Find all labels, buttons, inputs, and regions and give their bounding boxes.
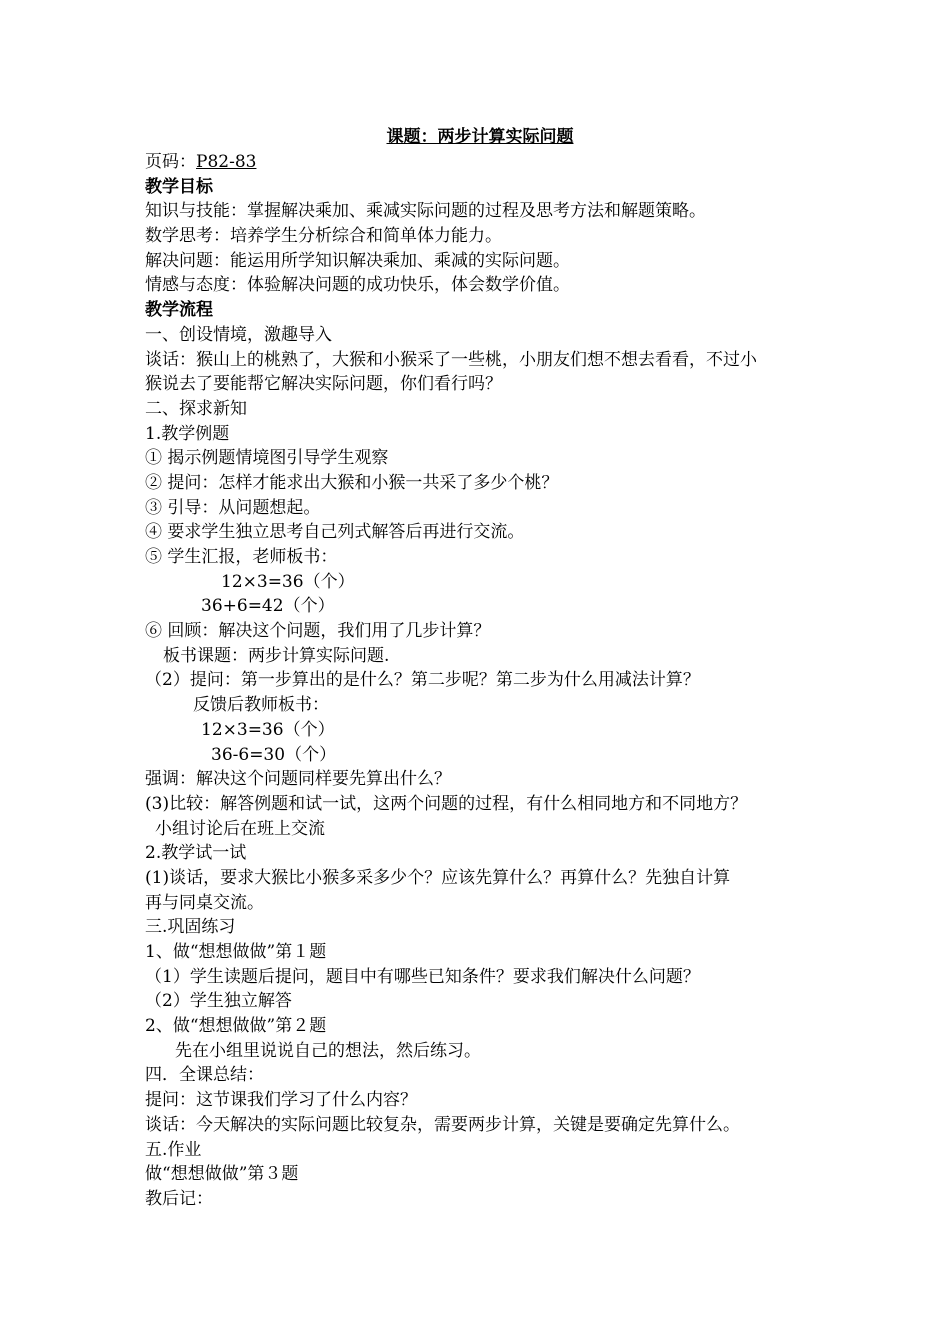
calculation-line: 36-6=30（个） (211, 744, 337, 765)
text-line: 小组讨论后在班上交流 (155, 818, 325, 839)
section-heading: 四．全课总结： (145, 1065, 264, 1086)
text-line: （2）提问：第一步算出的是什么？第二步呢？第二步为什么用减法计算？ (145, 670, 700, 691)
section-heading: 三.巩固练习 (145, 917, 236, 938)
page-label: 页码： (145, 152, 196, 172)
calculation-line: 12×3=36（个） (221, 571, 355, 592)
page-value: P82-83 (196, 152, 257, 172)
exercise-item: 2、做“想想做做”第２题 (145, 1016, 327, 1037)
text-line: (1)谈话，要求大猴比小猴多采多少个？应该先算什么？再算什么？先独自计算 (145, 867, 731, 888)
step-item: ③ 引导：从问题想起。 (145, 497, 321, 518)
text-line: （1）学生读题后提问，题目中有哪些已知条件？要求我们解决什么问题？ (145, 966, 700, 987)
section-heading: 五.作业 (145, 1139, 202, 1160)
subsection-heading: 2.教学试一试 (145, 843, 247, 864)
objective-attitude: 情感与态度：体验解决问题的成功快乐，体会数学价值。 (145, 275, 570, 296)
step-item: ② 提问：怎样才能求出大猴和小猴一共采了多少个桃？ (145, 472, 559, 493)
page-number-line (145, 150, 815, 175)
text-line: 做“想想做做”第３题 (145, 1164, 299, 1185)
objective-knowledge: 知识与技能：掌握解决乘加、乘减实际问题的过程及思考方法和解题策略。 (145, 201, 706, 222)
text-line: 提问：这节课我们学习了什么内容？ (145, 1090, 417, 1111)
text-line: 猴说去了要能帮它解决实际问题，你们看行吗？ (145, 374, 502, 395)
text-line: 先在小组里说说自己的想法，然后练习。 (175, 1040, 481, 1061)
step-item: ④ 要求学生独立思考自己列式解答后再进行交流。 (145, 522, 525, 543)
step-item: ① 揭示例题情境图引导学生观察 (145, 448, 389, 469)
calculation-line: 36+6=42（个） (201, 596, 335, 617)
exercise-item: 1、做“想想做做”第１题 (145, 942, 327, 962)
step-item: ⑤ 学生汇报，老师板书： (145, 547, 338, 567)
lesson-plan-document (145, 124, 815, 1212)
text-line: （2）学生独立解答 (145, 991, 292, 1012)
objectives-heading: 教学目标 (145, 176, 213, 197)
calculation-line: 12×3=36（个） (201, 719, 335, 740)
text-line: 反馈后教师板书： (193, 695, 329, 716)
text-line: 再与同桌交流。 (145, 892, 264, 913)
text-line: 谈话：今天解决的实际问题比较复杂，需要两步计算，关键是要确定先算什么。 (145, 1114, 740, 1135)
text-line: 强调：解决这个问题同样要先算出什么？ (145, 769, 451, 790)
objective-problem-solving: 解决问题：能运用所学知识解决乘加、乘减的实际问题。 (145, 250, 570, 271)
text-line: 谈话：猴山上的桃熟了，大猴和小猴采了一些桃，小朋友们想不想去看看，不过小 (145, 349, 757, 370)
text-line: 板书课题：两步计算实际问题. (163, 645, 390, 666)
objective-thinking: 数学思考：培养学生分析综合和简单体力能力。 (145, 226, 502, 247)
flow-heading: 教学流程 (145, 300, 213, 321)
page-title: 课题：两步计算实际问题 (386, 127, 574, 147)
subsection-heading: 1.教学例题 (145, 423, 230, 444)
text-line: 教后记： (145, 1188, 213, 1209)
text-line: (3)比较：解答例题和试一试，这两个问题的过程，有什么相同地方和不同地方？ (145, 793, 748, 814)
section-heading: 二、探求新知 (145, 398, 247, 419)
section-heading: 一、创设情境，激趣导入 (145, 324, 332, 345)
step-item: ⑥ 回顾：解决这个问题，我们用了几步计算？ (145, 621, 491, 642)
